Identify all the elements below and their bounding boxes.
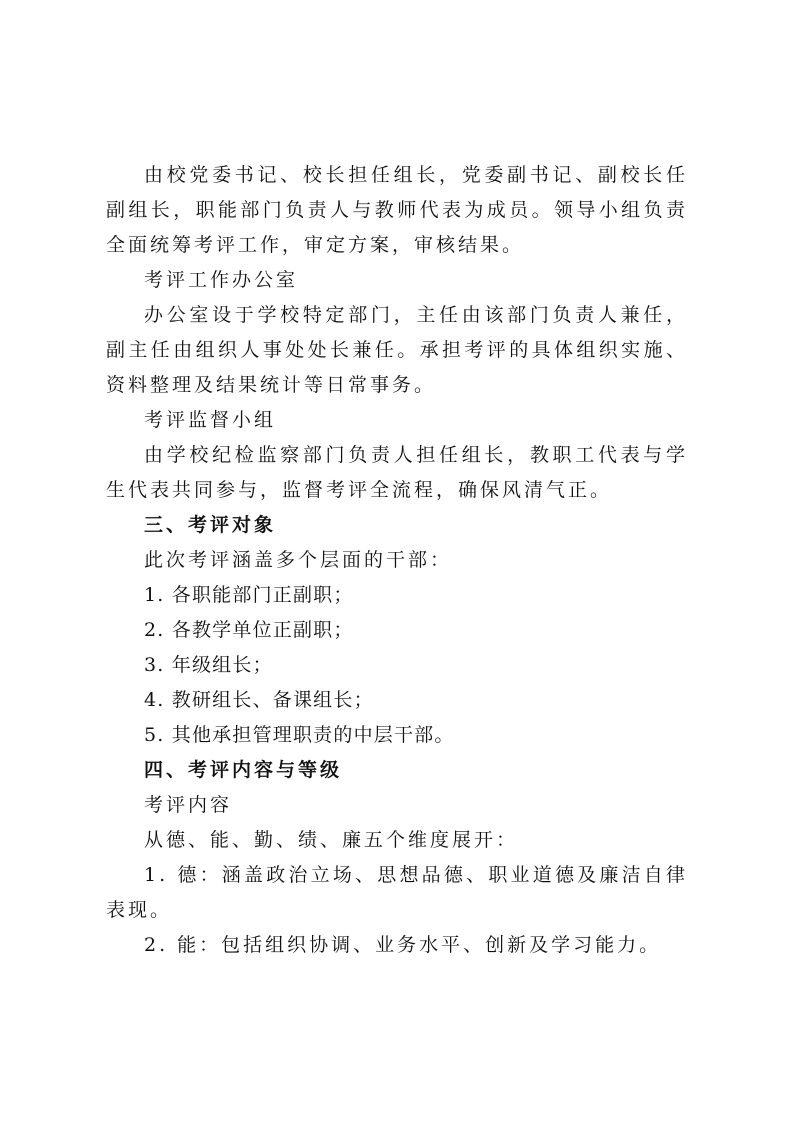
paragraph-supervision-group: 由学校纪检监察部门负责人担任组长，教职工代表与学生代表共同参与，监督考评全流程，确保风清气正。 [106, 444, 688, 501]
document-body [106, 158, 688, 963]
subheading-supervision-group: 考评监督小组 [144, 409, 277, 431]
paragraph-targets-intro: 此次考评涵盖多个层面的干部： [144, 549, 453, 571]
list-item-target-1: 1. 各职能部门正副职； [144, 584, 354, 606]
subheading-assessment-content: 考评内容 [144, 794, 233, 816]
list-item-target-2: 2. 各教学单位正副职； [144, 619, 354, 641]
list-item-dimension-1: 1. 德：涵盖政治立场、思想品德、职业道德及廉洁自律表现。 [106, 864, 688, 921]
paragraph-assessment-office: 办公室设于学校特定部门，主任由该部门负责人兼任，副主任由组织人事处处长兼任。承担考评的具体组织实施、资料整理及结果统计等日常事务。 [106, 304, 688, 396]
section-heading-content-and-grades: 四、考评内容与等级 [144, 759, 343, 781]
list-item-dimension-2: 2. 能：包括组织协调、业务水平、创新及学习能力。 [144, 934, 662, 956]
section-heading-assessment-targets: 三、考评对象 [144, 514, 277, 536]
paragraph-dimensions-intro: 从德、能、勤、绩、廉五个维度展开： [144, 829, 519, 851]
list-item-target-5: 5. 其他承担管理职责的中层干部。 [144, 724, 455, 746]
list-item-target-4: 4. 教研组长、备课组长； [144, 689, 374, 711]
paragraph-leadership-group: 由校党委书记、校长担任组长，党委副书记、副校长任副组长，职能部门负责人与教师代表为成员。领导小组负责全面统筹考评工作，审定方案，审核结果。 [106, 164, 688, 256]
list-item-target-3: 3. 年级组长； [144, 654, 273, 676]
subheading-assessment-office: 考评工作办公室 [144, 269, 299, 291]
